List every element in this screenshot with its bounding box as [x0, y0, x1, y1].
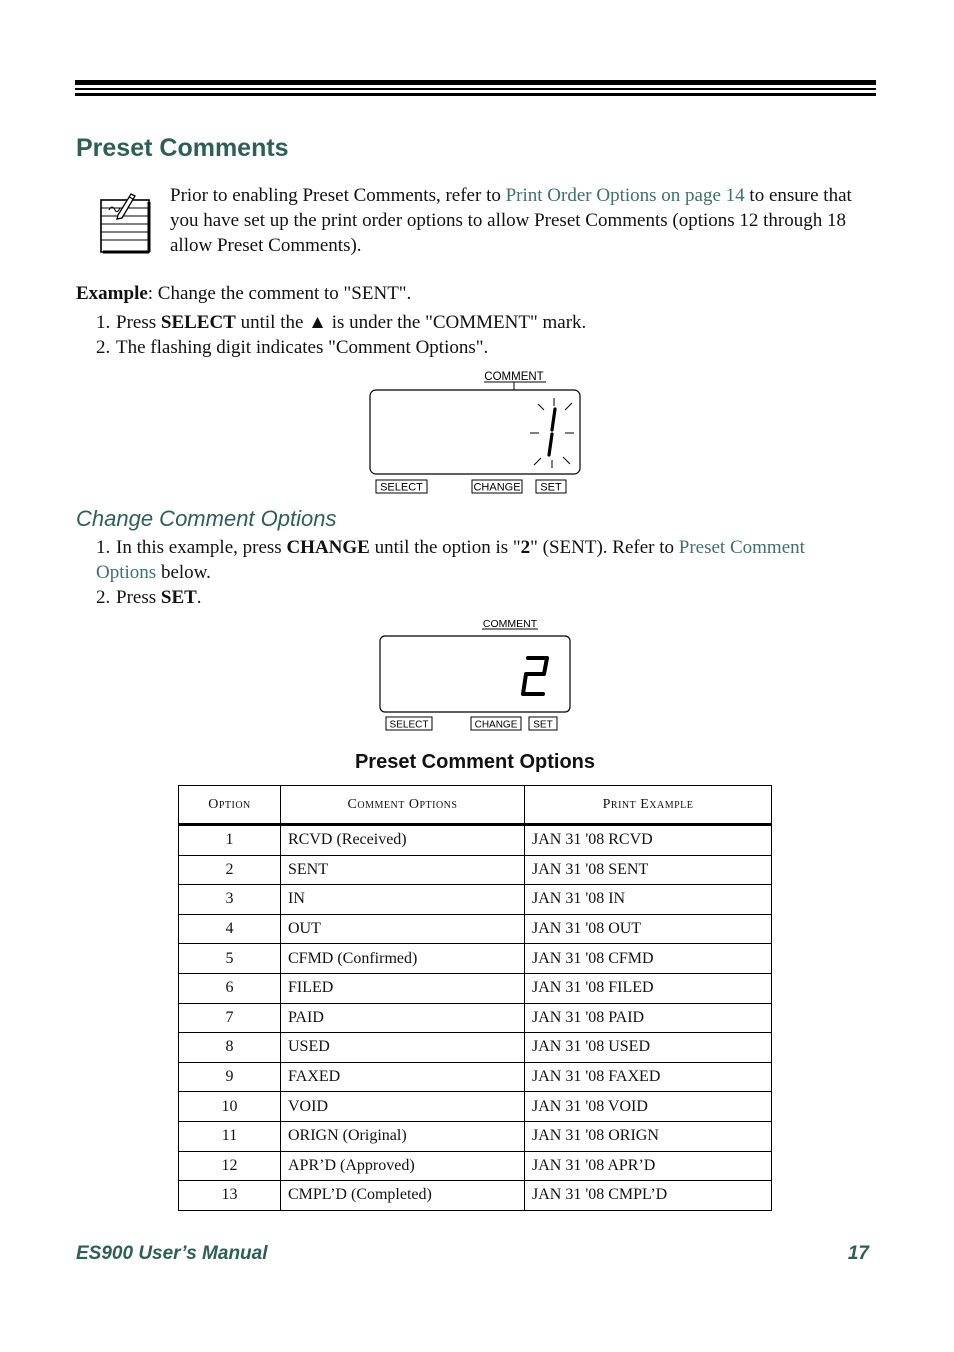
step-text: until the ▲ is under the "COMMENT" mark.	[235, 312, 587, 333]
comment-option-cell: SENT	[281, 855, 525, 885]
comment-option-cell: OUT	[281, 914, 525, 944]
table-row	[179, 944, 772, 974]
example-text: : Change the comment to "SENT".	[147, 283, 412, 304]
step-keyword: CHANGE	[286, 537, 370, 558]
print-example-cell: JAN 31 '08 USED	[525, 1033, 772, 1063]
step-text: " (SENT). Refer to	[530, 537, 679, 558]
note-text-before: Prior to enabling Preset Comments, refer to	[170, 185, 506, 206]
option-number-cell: 11	[179, 1121, 281, 1151]
option-number-cell: 3	[179, 885, 281, 915]
subsection-title: Change Comment Options	[76, 506, 337, 531]
change-button[interactable]	[472, 480, 522, 494]
header-rule-thick	[75, 80, 876, 85]
example-label: Example	[76, 283, 148, 304]
example-line	[76, 281, 411, 306]
print-example-cell: JAN 31 '08 FAXED	[525, 1062, 772, 1092]
comment-option-cell: IN	[281, 885, 525, 915]
print-example-cell: JAN 31 '08 CMPL’D	[525, 1181, 772, 1211]
footer-manual-title: ES900 User’s Manual	[76, 1243, 268, 1264]
table-row	[179, 1033, 772, 1063]
header-rule-thin-2	[75, 93, 876, 96]
option-number-cell: 7	[179, 1003, 281, 1033]
print-order-link[interactable]: Print Order Options on page 14	[505, 185, 745, 206]
section-title: Preset Comments	[76, 134, 289, 162]
comment-option-cell: CMPL’D (Completed)	[281, 1181, 525, 1211]
header-rule-thin-1	[75, 88, 876, 90]
step-text: In this example, press	[116, 537, 287, 558]
set-button[interactable]	[529, 717, 557, 731]
select-button-label: SELECT	[380, 481, 423, 494]
preset-comment-options-table	[178, 785, 772, 1211]
step-text: below.	[156, 562, 211, 583]
table-body	[179, 825, 772, 1211]
table-header-row	[179, 786, 772, 825]
table-row	[179, 914, 772, 944]
step-number: 1.	[96, 312, 111, 333]
print-example-cell: JAN 31 '08 ORIGN	[525, 1121, 772, 1151]
table-row	[179, 1003, 772, 1033]
option-number-cell: 10	[179, 1092, 281, 1122]
select-button-label: SELECT	[389, 719, 429, 731]
step-text: until the option is "	[369, 537, 521, 558]
table-row	[179, 973, 772, 1003]
step-a-1	[96, 310, 586, 335]
step-keyword: SELECT	[160, 312, 236, 333]
comment-option-cell: USED	[281, 1033, 525, 1063]
column-header-comment-options: Comment Options	[281, 786, 525, 825]
comment-option-cell: FILED	[281, 973, 525, 1003]
print-example-cell: JAN 31 '08 FILED	[525, 973, 772, 1003]
step-text: The flashing digit indicates "Comment Options".	[116, 337, 489, 358]
table-row	[179, 1092, 772, 1122]
select-button[interactable]	[386, 717, 432, 731]
comment-option-cell: VOID	[281, 1092, 525, 1122]
footer-page-number: 17	[847, 1243, 869, 1264]
lcd-display-2	[376, 614, 576, 736]
table-row	[179, 885, 772, 915]
option-number-cell: 8	[179, 1033, 281, 1063]
comment-label: COMMENT	[484, 371, 544, 383]
set-button-label: SET	[533, 719, 553, 731]
table-row	[179, 1062, 772, 1092]
column-header-print-example: Print Example	[525, 786, 772, 825]
option-number-cell: 4	[179, 914, 281, 944]
step-b-1	[96, 535, 856, 585]
table-row	[179, 825, 772, 856]
table-row	[179, 1121, 772, 1151]
note-text-after: to ensure that you have set up the print order options to allow Preset Comments (options 12 through 18 allow Preset Comments).	[170, 185, 852, 256]
comment-option-cell: RCVD (Received)	[281, 825, 525, 856]
step-number: 1.	[96, 537, 111, 558]
step-number: 2.	[96, 337, 111, 358]
comment-label: COMMENT	[482, 618, 538, 630]
column-header-option: Option	[179, 786, 281, 825]
option-number-cell: 1	[179, 825, 281, 856]
print-example-cell: JAN 31 '08 PAID	[525, 1003, 772, 1033]
step-keyword: SET	[160, 587, 197, 608]
select-button[interactable]	[376, 480, 427, 494]
comment-option-cell: FAXED	[281, 1062, 525, 1092]
option-number-cell: 6	[179, 973, 281, 1003]
note-text	[170, 183, 870, 258]
option-number-cell: 2	[179, 855, 281, 885]
option-number-cell: 13	[179, 1181, 281, 1211]
print-example-cell: JAN 31 '08 RCVD	[525, 825, 772, 856]
comment-option-cell: CFMD (Confirmed)	[281, 944, 525, 974]
change-button[interactable]	[471, 717, 521, 731]
option-number-cell: 9	[179, 1062, 281, 1092]
print-example-cell: JAN 31 '08 SENT	[525, 855, 772, 885]
step-a-2	[96, 335, 488, 360]
print-example-cell: JAN 31 '08 IN	[525, 885, 772, 915]
step-keyword: 2	[520, 537, 531, 558]
table-title: Preset Comment Options	[354, 751, 596, 773]
table-row	[179, 1181, 772, 1211]
step-text: .	[196, 587, 202, 608]
comment-option-cell: PAID	[281, 1003, 525, 1033]
option-number-cell: 5	[179, 944, 281, 974]
print-example-cell: JAN 31 '08 CFMD	[525, 944, 772, 974]
lcd-display-1	[366, 366, 586, 498]
table-row	[179, 855, 772, 885]
set-button-label: SET	[540, 481, 562, 494]
change-button-label: CHANGE	[474, 719, 518, 731]
option-number-cell: 12	[179, 1151, 281, 1181]
print-example-cell: JAN 31 '08 VOID	[525, 1092, 772, 1122]
step-number: 2.	[96, 587, 111, 608]
preset-comment-options-link[interactable]: Preset Comment Options	[96, 537, 805, 583]
change-button-label: CHANGE	[473, 481, 521, 494]
print-example-cell: JAN 31 '08 APR’D	[525, 1151, 772, 1181]
print-example-cell: JAN 31 '08 OUT	[525, 914, 772, 944]
comment-option-cell: APR’D (Approved)	[281, 1151, 525, 1181]
note-pencil-icon	[98, 190, 152, 254]
step-b-2	[96, 585, 202, 610]
set-button[interactable]	[536, 480, 566, 494]
step-text: Press	[116, 312, 161, 333]
table-row	[179, 1151, 772, 1181]
step-text: Press	[116, 587, 161, 608]
comment-option-cell: ORIGN (Original)	[281, 1121, 525, 1151]
